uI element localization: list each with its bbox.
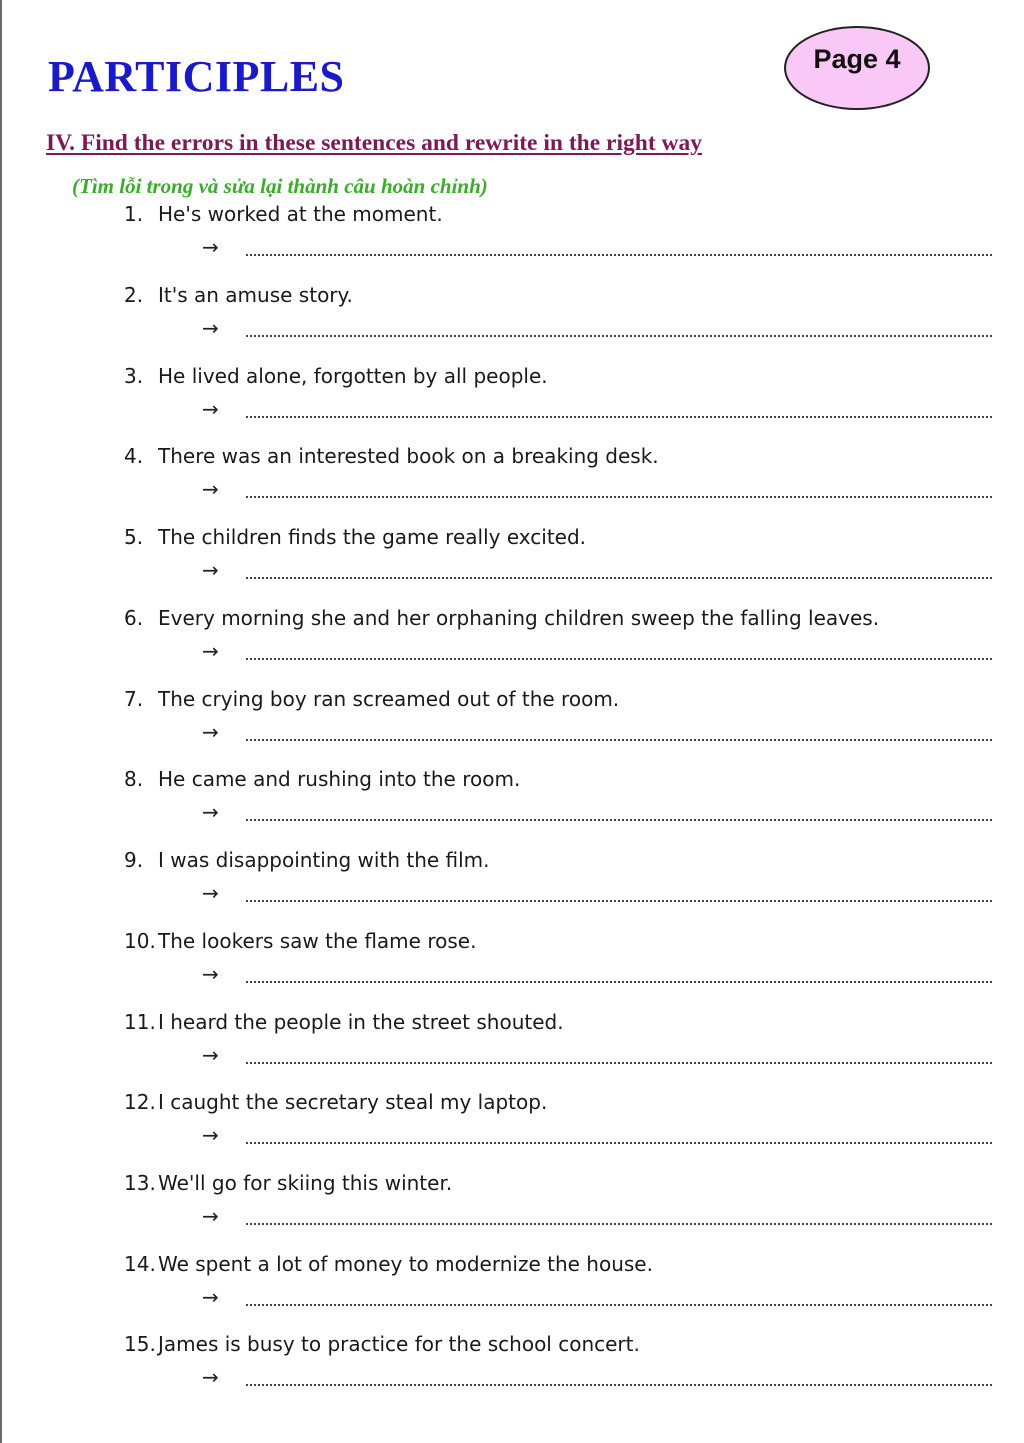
- answer-line[interactable]: [246, 1142, 992, 1144]
- arrow-icon: →: [202, 1204, 219, 1228]
- answer-line[interactable]: [246, 658, 992, 660]
- item-sentence: The crying boy ran screamed out of the room.: [158, 687, 620, 711]
- exercise-item: [0, 362, 1024, 442]
- section-heading: IV. Find the errors in these sentences and rewrite in the right way: [46, 130, 702, 156]
- item-number: 1.: [124, 202, 144, 226]
- item-sentence: He came and rushing into the room.: [158, 767, 521, 791]
- exercise-item: [0, 1008, 1024, 1088]
- exercise-item: [0, 846, 1024, 926]
- exercise-item: [0, 765, 1024, 845]
- arrow-icon: →: [202, 1365, 219, 1389]
- answer-line[interactable]: [246, 335, 992, 337]
- answer-line[interactable]: [246, 981, 992, 983]
- arrow-icon: →: [202, 316, 219, 340]
- exercise-item: [0, 685, 1024, 765]
- item-number: 10.: [124, 929, 156, 953]
- item-sentence: Every morning she and her orphaning children sweep the falling leaves.: [158, 606, 880, 630]
- item-sentence: It's an amuse story.: [158, 283, 353, 307]
- item-number: 11.: [124, 1010, 156, 1034]
- item-sentence: He's worked at the moment.: [158, 202, 443, 226]
- answer-line[interactable]: [246, 1062, 992, 1064]
- arrow-icon: →: [202, 558, 219, 582]
- worksheet-title: PARTICIPLES: [48, 52, 345, 101]
- section-subtitle-vietnamese: (Tìm lỗi trong và sửa lại thành câu hoàn chỉnh): [72, 174, 488, 198]
- exercise-item: [0, 442, 1024, 522]
- arrow-icon: →: [202, 1285, 219, 1309]
- item-number: 6.: [124, 606, 144, 630]
- arrow-icon: →: [202, 881, 219, 905]
- answer-line[interactable]: [246, 739, 992, 741]
- arrow-icon: →: [202, 1123, 219, 1147]
- page-number-label: Page 4: [813, 44, 901, 74]
- arrow-icon: →: [202, 800, 219, 824]
- item-number: 9.: [124, 848, 144, 872]
- answer-line[interactable]: [246, 416, 992, 418]
- answer-line[interactable]: [246, 496, 992, 498]
- item-number: 2.: [124, 283, 144, 307]
- arrow-icon: →: [202, 477, 219, 501]
- item-number: 7.: [124, 687, 144, 711]
- arrow-icon: →: [202, 639, 219, 663]
- arrow-icon: →: [202, 397, 219, 421]
- item-sentence: The children finds the game really excited.: [158, 525, 587, 549]
- item-number: 12.: [124, 1090, 156, 1114]
- exercise-item: [0, 1330, 1024, 1410]
- arrow-icon: →: [202, 962, 219, 986]
- answer-line[interactable]: [246, 1384, 992, 1386]
- arrow-icon: →: [202, 720, 219, 744]
- exercise-item: [0, 200, 1024, 280]
- exercise-item: [0, 1088, 1024, 1168]
- item-number: 14.: [124, 1252, 156, 1276]
- arrow-icon: →: [202, 235, 219, 259]
- item-sentence: The lookers saw the flame rose.: [158, 929, 477, 953]
- answer-line[interactable]: [246, 577, 992, 579]
- exercise-item: [0, 523, 1024, 603]
- item-sentence: I was disappointing with the film.: [158, 848, 490, 872]
- item-number: 3.: [124, 364, 144, 388]
- answer-line[interactable]: [246, 254, 992, 256]
- exercise-item: [0, 1250, 1024, 1330]
- exercise-item: [0, 927, 1024, 1007]
- item-sentence: James is busy to practice for the school concert.: [158, 1332, 640, 1356]
- item-sentence: I caught the secretary steal my laptop.: [158, 1090, 548, 1114]
- item-number: 4.: [124, 444, 144, 468]
- exercise-item: [0, 1169, 1024, 1249]
- item-sentence: I heard the people in the street shouted.: [158, 1010, 564, 1034]
- item-number: 5.: [124, 525, 144, 549]
- item-sentence: He lived alone, forgotten by all people.: [158, 364, 548, 388]
- answer-line[interactable]: [246, 1223, 992, 1225]
- arrow-icon: →: [202, 1043, 219, 1067]
- item-sentence: There was an interested book on a breaking desk.: [158, 444, 659, 468]
- item-sentence: We spent a lot of money to modernize the house.: [158, 1252, 653, 1276]
- item-sentence: We'll go for skiing this winter.: [158, 1171, 453, 1195]
- exercise-item: [0, 604, 1024, 684]
- exercise-item: [0, 281, 1024, 361]
- answer-line[interactable]: [246, 1304, 992, 1306]
- item-number: 8.: [124, 767, 144, 791]
- answer-line[interactable]: [246, 819, 992, 821]
- item-number: 15.: [124, 1332, 156, 1356]
- answer-line[interactable]: [246, 900, 992, 902]
- item-number: 13.: [124, 1171, 156, 1195]
